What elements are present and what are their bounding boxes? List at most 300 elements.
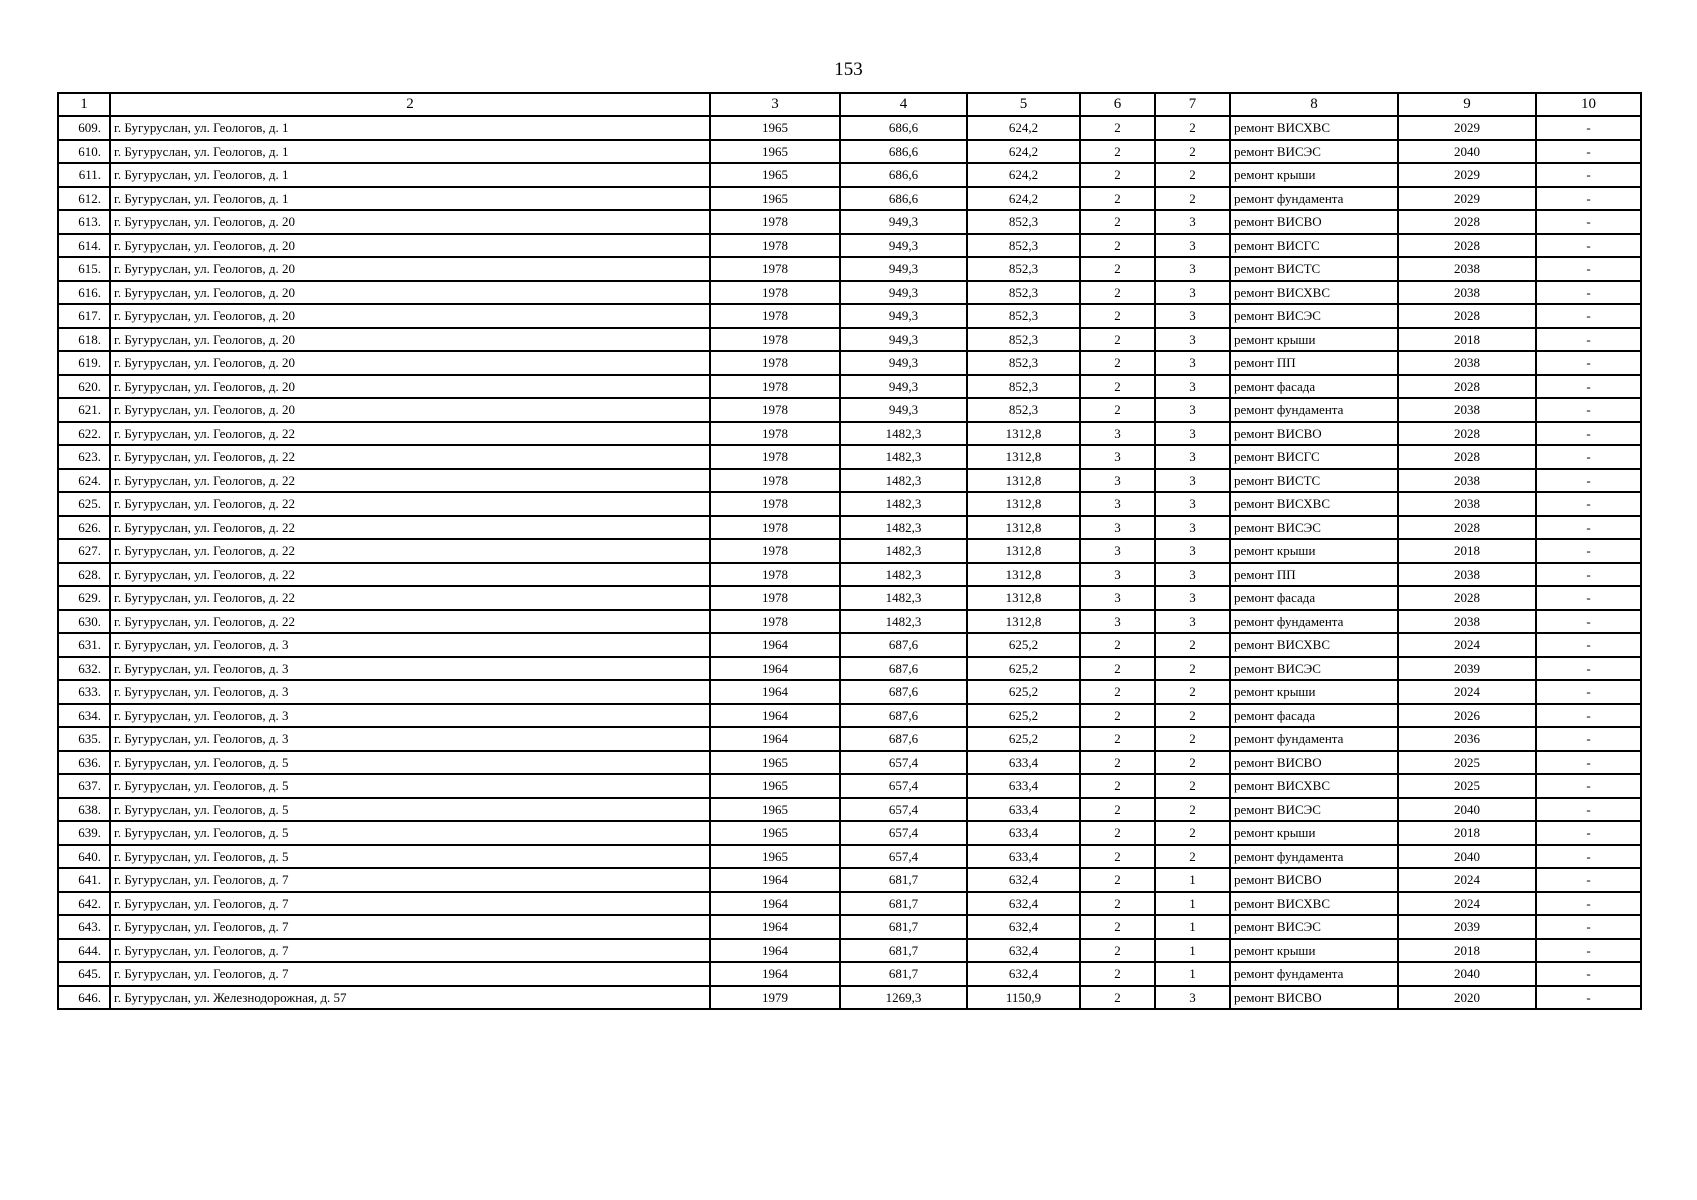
address-cell: г. Бугуруслан, ул. Геологов, д. 22 <box>110 563 710 587</box>
work-type-cell: ремонт ВИСЭС <box>1230 304 1398 328</box>
planned-year-cell: 2028 <box>1398 586 1536 610</box>
year-built-cell: 1965 <box>710 187 840 211</box>
floors-cell: 2 <box>1080 187 1155 211</box>
entrances-cell: 3 <box>1155 328 1230 352</box>
table-row <box>58 234 1641 258</box>
table-row <box>58 610 1641 634</box>
floors-cell: 2 <box>1080 328 1155 352</box>
work-type-cell: ремонт ВИСЭС <box>1230 798 1398 822</box>
year-built-cell: 1978 <box>710 304 840 328</box>
column-header-9: 9 <box>1398 93 1536 116</box>
living-area-cell: 633,4 <box>967 751 1080 775</box>
planned-year-cell: 2020 <box>1398 986 1536 1010</box>
note-cell: - <box>1536 351 1641 375</box>
living-area-cell: 1312,8 <box>967 445 1080 469</box>
total-area-cell: 657,4 <box>840 821 967 845</box>
address-cell: г. Бугуруслан, ул. Геологов, д. 3 <box>110 657 710 681</box>
total-area-cell: 686,6 <box>840 187 967 211</box>
row-number-cell: 626. <box>58 516 110 540</box>
row-number-cell: 644. <box>58 939 110 963</box>
note-cell: - <box>1536 163 1641 187</box>
work-type-cell: ремонт фундамента <box>1230 187 1398 211</box>
total-area-cell: 1482,3 <box>840 445 967 469</box>
note-cell: - <box>1536 704 1641 728</box>
table-row <box>58 492 1641 516</box>
floors-cell: 3 <box>1080 445 1155 469</box>
total-area-cell: 949,3 <box>840 210 967 234</box>
total-area-cell: 681,7 <box>840 892 967 916</box>
row-number-cell: 642. <box>58 892 110 916</box>
note-cell: - <box>1536 939 1641 963</box>
planned-year-cell: 2028 <box>1398 445 1536 469</box>
floors-cell: 2 <box>1080 116 1155 140</box>
floors-cell: 2 <box>1080 633 1155 657</box>
total-area-cell: 681,7 <box>840 915 967 939</box>
address-cell: г. Бугуруслан, ул. Геологов, д. 22 <box>110 516 710 540</box>
year-built-cell: 1978 <box>710 328 840 352</box>
entrances-cell: 2 <box>1155 116 1230 140</box>
year-built-cell: 1964 <box>710 915 840 939</box>
living-area-cell: 852,3 <box>967 257 1080 281</box>
floors-cell: 3 <box>1080 492 1155 516</box>
work-type-cell: ремонт ВИСГС <box>1230 445 1398 469</box>
column-header-3: 3 <box>710 93 840 116</box>
planned-year-cell: 2029 <box>1398 116 1536 140</box>
living-area-cell: 1150,9 <box>967 986 1080 1010</box>
planned-year-cell: 2024 <box>1398 892 1536 916</box>
address-cell: г. Бугуруслан, ул. Геологов, д. 5 <box>110 751 710 775</box>
entrances-cell: 3 <box>1155 610 1230 634</box>
year-built-cell: 1964 <box>710 704 840 728</box>
living-area-cell: 632,4 <box>967 915 1080 939</box>
note-cell: - <box>1536 751 1641 775</box>
note-cell: - <box>1536 845 1641 869</box>
address-cell: г. Бугуруслан, ул. Геологов, д. 22 <box>110 610 710 634</box>
total-area-cell: 949,3 <box>840 328 967 352</box>
row-number-cell: 624. <box>58 469 110 493</box>
floors-cell: 2 <box>1080 821 1155 845</box>
work-type-cell: ремонт крыши <box>1230 939 1398 963</box>
living-area-cell: 632,4 <box>967 868 1080 892</box>
work-type-cell: ремонт фасада <box>1230 375 1398 399</box>
work-type-cell: ремонт ВИСХВС <box>1230 633 1398 657</box>
floors-cell: 2 <box>1080 281 1155 305</box>
year-built-cell: 1965 <box>710 116 840 140</box>
column-header-6: 6 <box>1080 93 1155 116</box>
total-area-cell: 686,6 <box>840 163 967 187</box>
row-number-cell: 621. <box>58 398 110 422</box>
note-cell: - <box>1536 539 1641 563</box>
column-header-1: 1 <box>58 93 110 116</box>
address-cell: г. Бугуруслан, ул. Геологов, д. 1 <box>110 140 710 164</box>
year-built-cell: 1965 <box>710 140 840 164</box>
address-cell: г. Бугуруслан, ул. Геологов, д. 5 <box>110 774 710 798</box>
floors-cell: 2 <box>1080 680 1155 704</box>
address-cell: г. Бугуруслан, ул. Геологов, д. 22 <box>110 422 710 446</box>
planned-year-cell: 2028 <box>1398 210 1536 234</box>
entrances-cell: 3 <box>1155 281 1230 305</box>
address-cell: г. Бугуруслан, ул. Геологов, д. 7 <box>110 868 710 892</box>
address-cell: г. Бугуруслан, ул. Геологов, д. 22 <box>110 492 710 516</box>
planned-year-cell: 2040 <box>1398 140 1536 164</box>
living-area-cell: 852,3 <box>967 328 1080 352</box>
entrances-cell: 2 <box>1155 633 1230 657</box>
planned-year-cell: 2038 <box>1398 492 1536 516</box>
address-cell: г. Бугуруслан, ул. Геологов, д. 22 <box>110 586 710 610</box>
entrances-cell: 2 <box>1155 751 1230 775</box>
row-number-cell: 646. <box>58 986 110 1010</box>
floors-cell: 2 <box>1080 375 1155 399</box>
entrances-cell: 2 <box>1155 774 1230 798</box>
planned-year-cell: 2039 <box>1398 657 1536 681</box>
living-area-cell: 1312,8 <box>967 516 1080 540</box>
living-area-cell: 1312,8 <box>967 492 1080 516</box>
table-row <box>58 727 1641 751</box>
row-number-cell: 609. <box>58 116 110 140</box>
year-built-cell: 1965 <box>710 163 840 187</box>
living-area-cell: 633,4 <box>967 774 1080 798</box>
living-area-cell: 624,2 <box>967 163 1080 187</box>
year-built-cell: 1978 <box>710 281 840 305</box>
total-area-cell: 1482,3 <box>840 516 967 540</box>
entrances-cell: 3 <box>1155 469 1230 493</box>
year-built-cell: 1964 <box>710 962 840 986</box>
row-number-cell: 631. <box>58 633 110 657</box>
floors-cell: 2 <box>1080 868 1155 892</box>
table-row <box>58 751 1641 775</box>
row-number-cell: 614. <box>58 234 110 258</box>
column-header-10: 10 <box>1536 93 1641 116</box>
note-cell: - <box>1536 398 1641 422</box>
living-area-cell: 632,4 <box>967 892 1080 916</box>
column-header-7: 7 <box>1155 93 1230 116</box>
row-number-cell: 643. <box>58 915 110 939</box>
planned-year-cell: 2028 <box>1398 304 1536 328</box>
note-cell: - <box>1536 821 1641 845</box>
row-number-cell: 613. <box>58 210 110 234</box>
floors-cell: 2 <box>1080 774 1155 798</box>
note-cell: - <box>1536 304 1641 328</box>
year-built-cell: 1978 <box>710 375 840 399</box>
floors-cell: 2 <box>1080 304 1155 328</box>
table-row <box>58 563 1641 587</box>
row-number-cell: 629. <box>58 586 110 610</box>
year-built-cell: 1964 <box>710 868 840 892</box>
work-type-cell: ремонт ПП <box>1230 351 1398 375</box>
total-area-cell: 681,7 <box>840 962 967 986</box>
living-area-cell: 852,3 <box>967 304 1080 328</box>
living-area-cell: 852,3 <box>967 210 1080 234</box>
floors-cell: 3 <box>1080 586 1155 610</box>
planned-year-cell: 2036 <box>1398 727 1536 751</box>
row-number-cell: 625. <box>58 492 110 516</box>
row-number-cell: 639. <box>58 821 110 845</box>
entrances-cell: 3 <box>1155 257 1230 281</box>
address-cell: г. Бугуруслан, ул. Геологов, д. 20 <box>110 234 710 258</box>
floors-cell: 2 <box>1080 257 1155 281</box>
note-cell: - <box>1536 680 1641 704</box>
planned-year-cell: 2040 <box>1398 962 1536 986</box>
row-number-cell: 645. <box>58 962 110 986</box>
table-row <box>58 210 1641 234</box>
note-cell: - <box>1536 422 1641 446</box>
year-built-cell: 1978 <box>710 398 840 422</box>
entrances-cell: 3 <box>1155 422 1230 446</box>
total-area-cell: 687,6 <box>840 704 967 728</box>
floors-cell: 3 <box>1080 516 1155 540</box>
floors-cell: 2 <box>1080 939 1155 963</box>
entrances-cell: 3 <box>1155 398 1230 422</box>
address-cell: г. Бугуруслан, ул. Геологов, д. 7 <box>110 939 710 963</box>
work-type-cell: ремонт крыши <box>1230 680 1398 704</box>
living-area-cell: 624,2 <box>967 140 1080 164</box>
year-built-cell: 1965 <box>710 821 840 845</box>
floors-cell: 3 <box>1080 469 1155 493</box>
work-type-cell: ремонт ВИСХВС <box>1230 492 1398 516</box>
floors-cell: 2 <box>1080 704 1155 728</box>
work-type-cell: ремонт крыши <box>1230 328 1398 352</box>
year-built-cell: 1978 <box>710 210 840 234</box>
row-number-cell: 619. <box>58 351 110 375</box>
year-built-cell: 1978 <box>710 469 840 493</box>
work-type-cell: ремонт ПП <box>1230 563 1398 587</box>
total-area-cell: 681,7 <box>840 939 967 963</box>
work-type-cell: ремонт ВИСХВС <box>1230 892 1398 916</box>
note-cell: - <box>1536 328 1641 352</box>
planned-year-cell: 2026 <box>1398 704 1536 728</box>
living-area-cell: 1312,8 <box>967 539 1080 563</box>
living-area-cell: 852,3 <box>967 281 1080 305</box>
planned-year-cell: 2028 <box>1398 375 1536 399</box>
row-number-cell: 618. <box>58 328 110 352</box>
entrances-cell: 1 <box>1155 915 1230 939</box>
work-type-cell: ремонт ВИСЭС <box>1230 140 1398 164</box>
total-area-cell: 687,6 <box>840 633 967 657</box>
floors-cell: 2 <box>1080 163 1155 187</box>
total-area-cell: 686,6 <box>840 116 967 140</box>
address-cell: г. Бугуруслан, ул. Геологов, д. 7 <box>110 962 710 986</box>
year-built-cell: 1965 <box>710 845 840 869</box>
note-cell: - <box>1536 257 1641 281</box>
total-area-cell: 657,4 <box>840 845 967 869</box>
planned-year-cell: 2038 <box>1398 398 1536 422</box>
total-area-cell: 949,3 <box>840 398 967 422</box>
work-type-cell: ремонт ВИСХВС <box>1230 116 1398 140</box>
address-cell: г. Бугуруслан, ул. Геологов, д. 22 <box>110 445 710 469</box>
entrances-cell: 3 <box>1155 210 1230 234</box>
entrances-cell: 2 <box>1155 657 1230 681</box>
row-number-cell: 616. <box>58 281 110 305</box>
floors-cell: 3 <box>1080 422 1155 446</box>
row-number-cell: 615. <box>58 257 110 281</box>
note-cell: - <box>1536 187 1641 211</box>
note-cell: - <box>1536 915 1641 939</box>
row-number-cell: 612. <box>58 187 110 211</box>
row-number-cell: 622. <box>58 422 110 446</box>
floors-cell: 2 <box>1080 140 1155 164</box>
year-built-cell: 1965 <box>710 774 840 798</box>
planned-year-cell: 2018 <box>1398 821 1536 845</box>
table-row <box>58 351 1641 375</box>
year-built-cell: 1978 <box>710 539 840 563</box>
living-area-cell: 625,2 <box>967 704 1080 728</box>
address-cell: г. Бугуруслан, ул. Геологов, д. 1 <box>110 116 710 140</box>
note-cell: - <box>1536 375 1641 399</box>
column-header-5: 5 <box>967 93 1080 116</box>
note-cell: - <box>1536 140 1641 164</box>
table-row <box>58 845 1641 869</box>
entrances-cell: 3 <box>1155 375 1230 399</box>
year-built-cell: 1978 <box>710 351 840 375</box>
planned-year-cell: 2038 <box>1398 610 1536 634</box>
table-row <box>58 633 1641 657</box>
floors-cell: 2 <box>1080 727 1155 751</box>
entrances-cell: 3 <box>1155 563 1230 587</box>
work-type-cell: ремонт фундамента <box>1230 610 1398 634</box>
floors-cell: 2 <box>1080 962 1155 986</box>
floors-cell: 3 <box>1080 539 1155 563</box>
table-row <box>58 892 1641 916</box>
entrances-cell: 2 <box>1155 680 1230 704</box>
table-row <box>58 257 1641 281</box>
total-area-cell: 949,3 <box>840 351 967 375</box>
total-area-cell: 1482,3 <box>840 563 967 587</box>
address-cell: г. Бугуруслан, ул. Геологов, д. 5 <box>110 845 710 869</box>
total-area-cell: 949,3 <box>840 375 967 399</box>
table-row <box>58 539 1641 563</box>
table-row <box>58 445 1641 469</box>
floors-cell: 2 <box>1080 915 1155 939</box>
year-built-cell: 1978 <box>710 610 840 634</box>
entrances-cell: 3 <box>1155 445 1230 469</box>
entrances-cell: 1 <box>1155 939 1230 963</box>
row-number-cell: 641. <box>58 868 110 892</box>
work-type-cell: ремонт крыши <box>1230 539 1398 563</box>
planned-year-cell: 2038 <box>1398 469 1536 493</box>
table-row <box>58 868 1641 892</box>
planned-year-cell: 2038 <box>1398 281 1536 305</box>
address-cell: г. Бугуруслан, ул. Геологов, д. 5 <box>110 798 710 822</box>
floors-cell: 2 <box>1080 798 1155 822</box>
row-number-cell: 617. <box>58 304 110 328</box>
entrances-cell: 3 <box>1155 516 1230 540</box>
row-number-cell: 627. <box>58 539 110 563</box>
work-type-cell: ремонт фасада <box>1230 586 1398 610</box>
entrances-cell: 3 <box>1155 351 1230 375</box>
planned-year-cell: 2018 <box>1398 539 1536 563</box>
year-built-cell: 1978 <box>710 563 840 587</box>
row-number-cell: 637. <box>58 774 110 798</box>
planned-year-cell: 2024 <box>1398 633 1536 657</box>
note-cell: - <box>1536 492 1641 516</box>
work-type-cell: ремонт ВИСЭС <box>1230 516 1398 540</box>
total-area-cell: 657,4 <box>840 774 967 798</box>
living-area-cell: 633,4 <box>967 845 1080 869</box>
total-area-cell: 687,6 <box>840 657 967 681</box>
living-area-cell: 632,4 <box>967 962 1080 986</box>
table-row <box>58 798 1641 822</box>
year-built-cell: 1978 <box>710 422 840 446</box>
year-built-cell: 1964 <box>710 892 840 916</box>
planned-year-cell: 2040 <box>1398 798 1536 822</box>
planned-year-cell: 2024 <box>1398 868 1536 892</box>
work-type-cell: ремонт ВИСГС <box>1230 234 1398 258</box>
work-type-cell: ремонт ВИСВО <box>1230 751 1398 775</box>
planned-year-cell: 2029 <box>1398 187 1536 211</box>
living-area-cell: 1312,8 <box>967 563 1080 587</box>
planned-year-cell: 2028 <box>1398 516 1536 540</box>
work-type-cell: ремонт крыши <box>1230 163 1398 187</box>
planned-year-cell: 2038 <box>1398 257 1536 281</box>
note-cell: - <box>1536 657 1641 681</box>
address-cell: г. Бугуруслан, ул. Геологов, д. 20 <box>110 351 710 375</box>
work-type-cell: ремонт ВИСТС <box>1230 469 1398 493</box>
note-cell: - <box>1536 633 1641 657</box>
work-type-cell: ремонт фундамента <box>1230 398 1398 422</box>
address-cell: г. Бугуруслан, ул. Геологов, д. 22 <box>110 469 710 493</box>
address-cell: г. Бугуруслан, ул. Геологов, д. 20 <box>110 257 710 281</box>
note-cell: - <box>1536 445 1641 469</box>
year-built-cell: 1964 <box>710 939 840 963</box>
living-area-cell: 852,3 <box>967 351 1080 375</box>
total-area-cell: 1482,3 <box>840 422 967 446</box>
address-cell: г. Бугуруслан, ул. Геологов, д. 5 <box>110 821 710 845</box>
column-header-4: 4 <box>840 93 967 116</box>
registry-table <box>57 92 1642 1010</box>
floors-cell: 2 <box>1080 751 1155 775</box>
address-cell: г. Бугуруслан, ул. Геологов, д. 20 <box>110 210 710 234</box>
note-cell: - <box>1536 281 1641 305</box>
table-row <box>58 163 1641 187</box>
floors-cell: 3 <box>1080 610 1155 634</box>
work-type-cell: ремонт ВИСЭС <box>1230 915 1398 939</box>
note-cell: - <box>1536 798 1641 822</box>
living-area-cell: 1312,8 <box>967 422 1080 446</box>
address-cell: г. Бугуруслан, ул. Геологов, д. 1 <box>110 187 710 211</box>
living-area-cell: 1312,8 <box>967 586 1080 610</box>
note-cell: - <box>1536 892 1641 916</box>
row-number-cell: 628. <box>58 563 110 587</box>
living-area-cell: 852,3 <box>967 234 1080 258</box>
work-type-cell: ремонт ВИСТС <box>1230 257 1398 281</box>
table-row <box>58 986 1641 1010</box>
total-area-cell: 1482,3 <box>840 586 967 610</box>
year-built-cell: 1964 <box>710 633 840 657</box>
row-number-cell: 633. <box>58 680 110 704</box>
work-type-cell: ремонт ВИСХВС <box>1230 281 1398 305</box>
page-number: 153 <box>834 59 863 80</box>
table-row <box>58 281 1641 305</box>
address-cell: г. Бугуруслан, ул. Геологов, д. 3 <box>110 680 710 704</box>
floors-cell: 2 <box>1080 234 1155 258</box>
floors-cell: 2 <box>1080 986 1155 1010</box>
living-area-cell: 625,2 <box>967 680 1080 704</box>
row-number-cell: 638. <box>58 798 110 822</box>
total-area-cell: 687,6 <box>840 727 967 751</box>
address-cell: г. Бугуруслан, ул. Геологов, д. 22 <box>110 539 710 563</box>
note-cell: - <box>1536 516 1641 540</box>
address-cell: г. Бугуруслан, ул. Геологов, д. 20 <box>110 304 710 328</box>
planned-year-cell: 2040 <box>1398 845 1536 869</box>
table-row <box>58 821 1641 845</box>
work-type-cell: ремонт крыши <box>1230 821 1398 845</box>
column-header-2: 2 <box>110 93 710 116</box>
row-number-cell: 610. <box>58 140 110 164</box>
floors-cell: 2 <box>1080 845 1155 869</box>
row-number-cell: 620. <box>58 375 110 399</box>
living-area-cell: 625,2 <box>967 727 1080 751</box>
work-type-cell: ремонт фундамента <box>1230 962 1398 986</box>
